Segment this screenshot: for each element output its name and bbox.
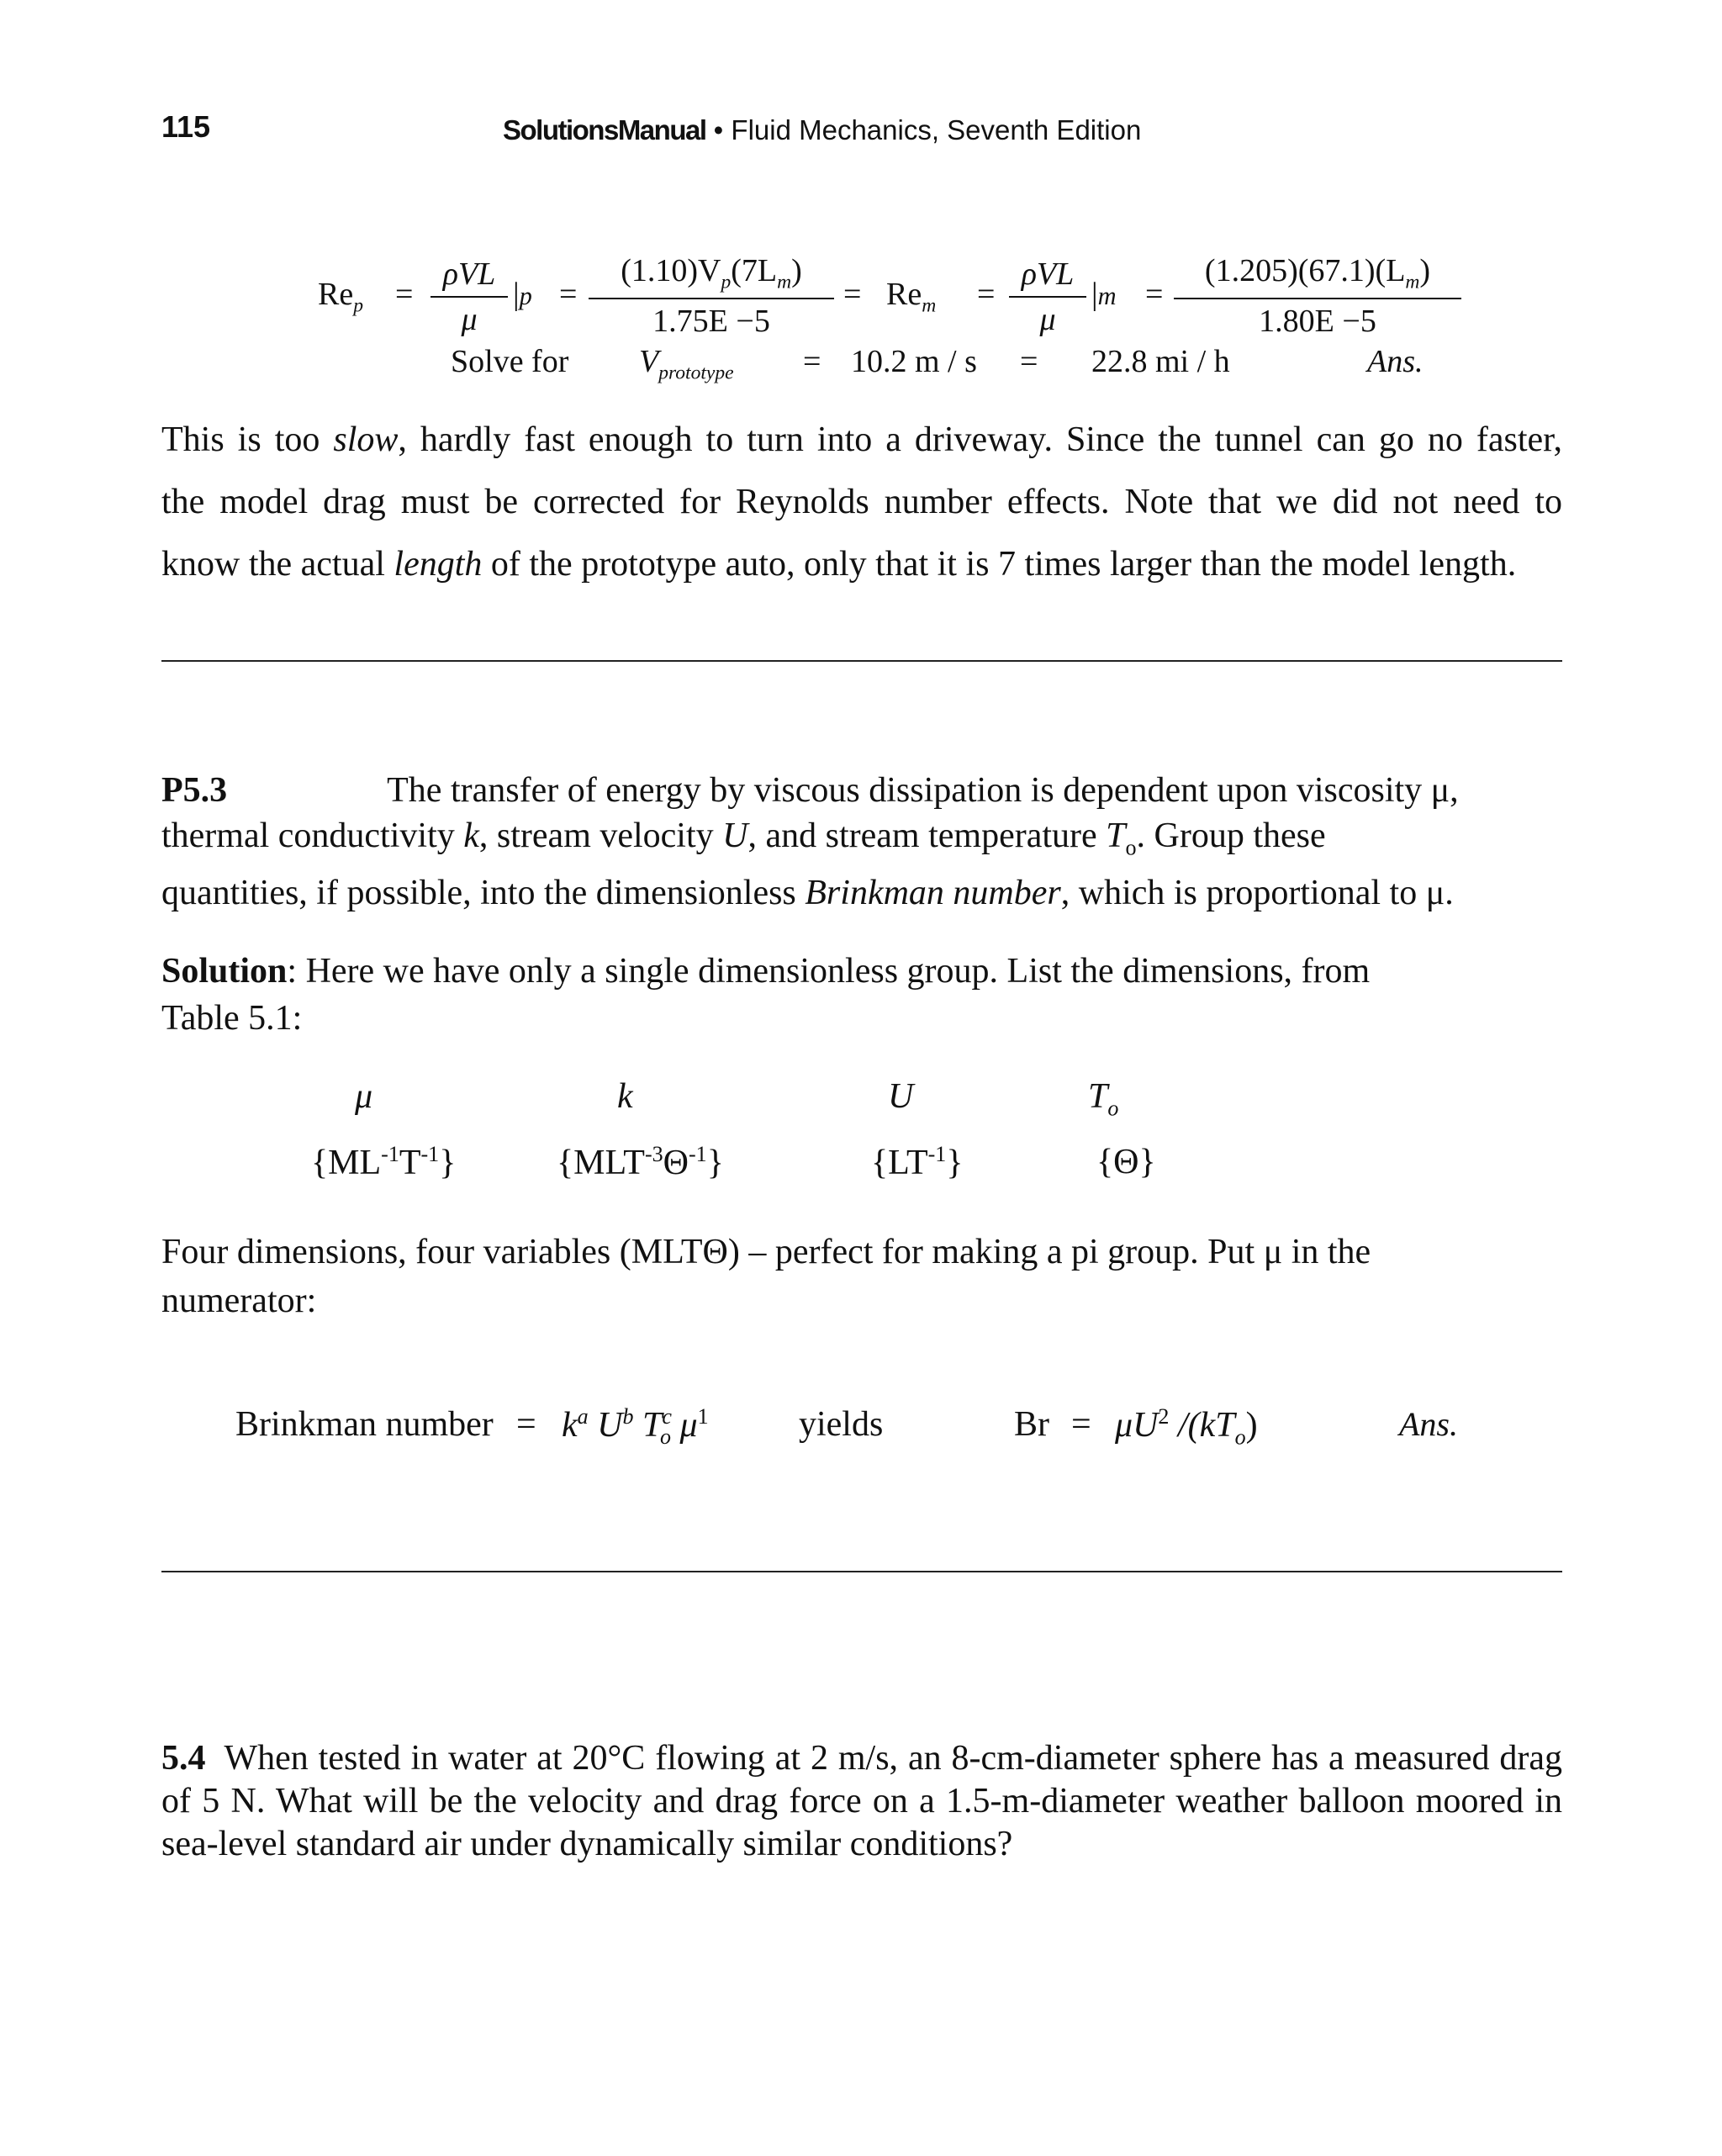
brinkman-definition: $k^a$ $U^b$ $T^c_o$ $\mu^1$ [562, 1404, 709, 1450]
dimension-k: $\{MLT^{-3}\Theta^{-1}\}$ [557, 1142, 724, 1182]
eq-sign: = [1020, 344, 1038, 379]
problem-label: 5.4 [161, 1739, 206, 1778]
section-divider [161, 1571, 1562, 1572]
brinkman-label: Brinkman number [235, 1405, 494, 1444]
evaluated-at-p: |p [513, 277, 532, 312]
solve-for-label: Solve for [451, 344, 569, 379]
pi-group-paragraph: Four dimensions, four variables (MLTΘ) – perfect for making a pi group. Put μ in the numerator: [161, 1233, 1371, 1320]
dimension-mu: $\{ML^{-1}T^{-1}\}$ [311, 1142, 457, 1182]
dimension-to: {Θ} [1096, 1143, 1156, 1181]
variable-to: $T_o$ [1088, 1077, 1119, 1121]
eq-sign: = [395, 277, 414, 312]
prototype-fraction: $(1.10)V_p(7L_m)$ 1.75E −5 [589, 252, 834, 340]
eq-sign: = [516, 1405, 536, 1444]
solution-label: Solution [161, 952, 288, 991]
model-fraction: $(1.205)(67.1)(L_m)$ 1.80E −5 [1174, 252, 1461, 340]
page-number: 115 [161, 109, 211, 144]
yields-label: yields [799, 1405, 884, 1444]
evaluated-at-m: |m [1091, 277, 1117, 312]
problem-5-4: 5.4 When tested in water at 20°C flowing at 2 m/s, an 8-cm-diameter sphere has a measured drag of 5 N. What will be the velocity and drag force on a 1.5-m-diameter weather balloon moored in sea-level standard air under dynamically similar conditions? [161, 1739, 1562, 1863]
eq-sign: = [977, 277, 996, 312]
rho-vl-over-mu-m: ρVL μ [1009, 256, 1086, 338]
brinkman-result: $\mu U^2$ $/(kT_o)$ [1115, 1404, 1258, 1450]
paragraph-line: the model drag must be corrected for Reynolds number effects. Note that we did not need to [161, 483, 1562, 521]
paragraph-line: know the actual length of the prototype auto, only that it is 7 times larger than the model length. [161, 545, 1517, 584]
header-bullet: • [713, 114, 724, 145]
answer-mark: Ans. [1367, 344, 1424, 379]
velocity-us: 22.8 mi / h [1091, 344, 1230, 379]
rho-vl-over-mu-p: ρVL μ [430, 256, 508, 338]
variable-k: k [617, 1077, 633, 1116]
solution-intro: Solution: Here we have only a single dimensionless group. List the dimensions, from Table 5.1: [161, 952, 1371, 1038]
eq-sign: = [1145, 277, 1164, 312]
problem-p5-3: P5.3 The transfer of energy by viscous dissipation is dependent upon viscosity μ, thermal conductivity k, stream velocity U, and stream temperature $T_o$. Group these quantities, if possible, into the dimensionless Brinkman number, which is proportional to μ. [161, 771, 1459, 913]
dimension-u: $\{LT^{-1}\}$ [871, 1142, 964, 1182]
re-m: $Re_m$ [886, 277, 937, 317]
section-divider [161, 660, 1562, 662]
v-prototype: $V_{prototype}$ [639, 344, 734, 384]
paragraph-line: This is too slow, hardly fast enough to turn into a driveway. Since the tunnel can go no faster, [161, 420, 1562, 459]
problem-label: P5.3 [161, 771, 228, 810]
running-header [503, 114, 1141, 146]
eq-sign: = [843, 277, 862, 312]
discussion-paragraph [161, 409, 1562, 595]
re-p: $Re_p$ [318, 277, 363, 317]
br-symbol: Br [1014, 1405, 1049, 1444]
variable-u: U [888, 1077, 914, 1116]
eq-sign: = [803, 344, 821, 379]
header-book: Fluid Mechanics, Seventh Edition [731, 114, 1142, 145]
eq-sign: = [559, 277, 578, 312]
answer-mark: Ans. [1399, 1405, 1458, 1443]
eq-sign: = [1071, 1405, 1091, 1444]
header-brand: SolutionsManual [503, 114, 706, 145]
variable-mu: μ [355, 1077, 373, 1116]
velocity-si: 10.2 m / s [851, 344, 977, 379]
